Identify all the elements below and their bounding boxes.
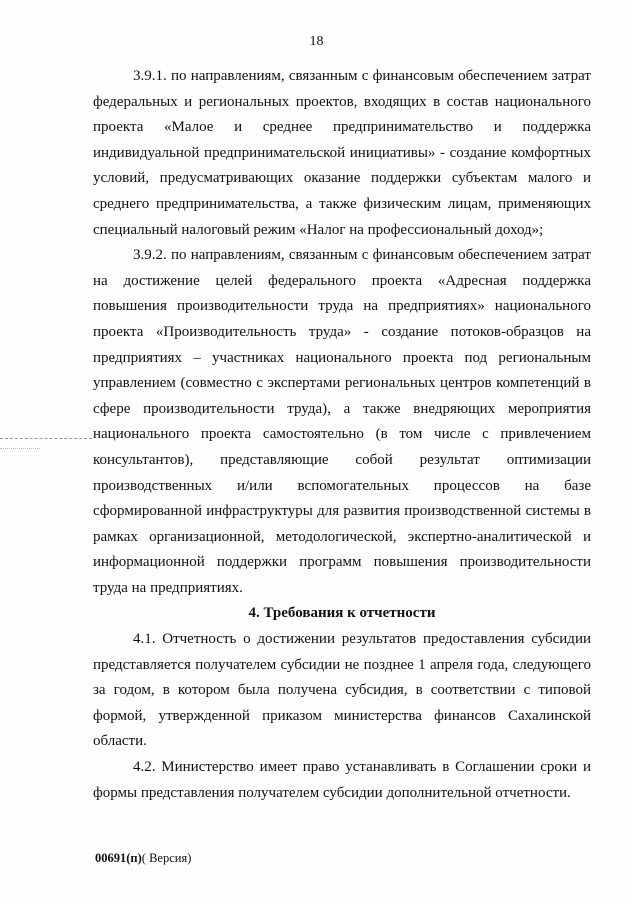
page-number: 18 — [309, 34, 324, 49]
footer-code: 00691(п) — [95, 851, 142, 865]
paragraph-3-9-1: 3.9.1. по направлениям, связанным с финансовым обеспечением затрат федеральных и региональных проектов, входящих в состав национального проекта «Малое и среднее предпринимательство и поддержка индивидуальной предпринимательской инициативы» - создание комфортных условий, предусматривающих оказание поддержки субъектам малого и среднего предпринимательства, а также физическим лицам, применяющих специальный налоговый режим «Налог на профессиональный доход»; — [93, 68, 591, 238]
footer-version: ( Версия) — [141, 851, 192, 865]
margin-scan-artifact — [0, 438, 92, 439]
document-body — [93, 64, 591, 806]
section-heading-4: 4. Требования к отчетности — [248, 605, 436, 622]
paragraph-4-1: 4.1. Отчетность о достижении результатов предоставления субсидии представляется получателем субсидии не позднее 1 апреля года, следующего за годом, в котором была получена субсидия, в соответствии с типовой формой, утвержденной приказом министерства финансов Сахалинской области. — [93, 631, 591, 750]
paragraph-3-9-2: 3.9.2. по направлениям, связанным с финансовым обеспечением затрат на достижение целей федерального проекта «Адресная поддержка повышения производительности труда на предприятиях» национального проекта «Производительность труда» - создание потоков-образцов на предприятиях – участниках национального проекта под региональным управлением (совместно с экспертами региональных центров компетенций в сфере производительности труда), а также внедряющих мероприятия национального проекта самостоятельно (в том числе с привлечением консультантов), представляющие собой результат оптимизации производственных и/или вспомогательных процессов на базе сформированной инфраструктуры для развития производственной системы в рамках организационной, методологической, экспертно-аналитической и информационной поддержки программ повышения производительности труда на предприятиях. — [93, 247, 591, 596]
document-footer — [95, 851, 191, 866]
margin-scan-artifact-2 — [0, 448, 40, 449]
paragraph-4-2: 4.2. Министерство имеет право устанавливать в Соглашении сроки и формы представления получателем субсидии дополнительной отчетности. — [93, 759, 591, 801]
